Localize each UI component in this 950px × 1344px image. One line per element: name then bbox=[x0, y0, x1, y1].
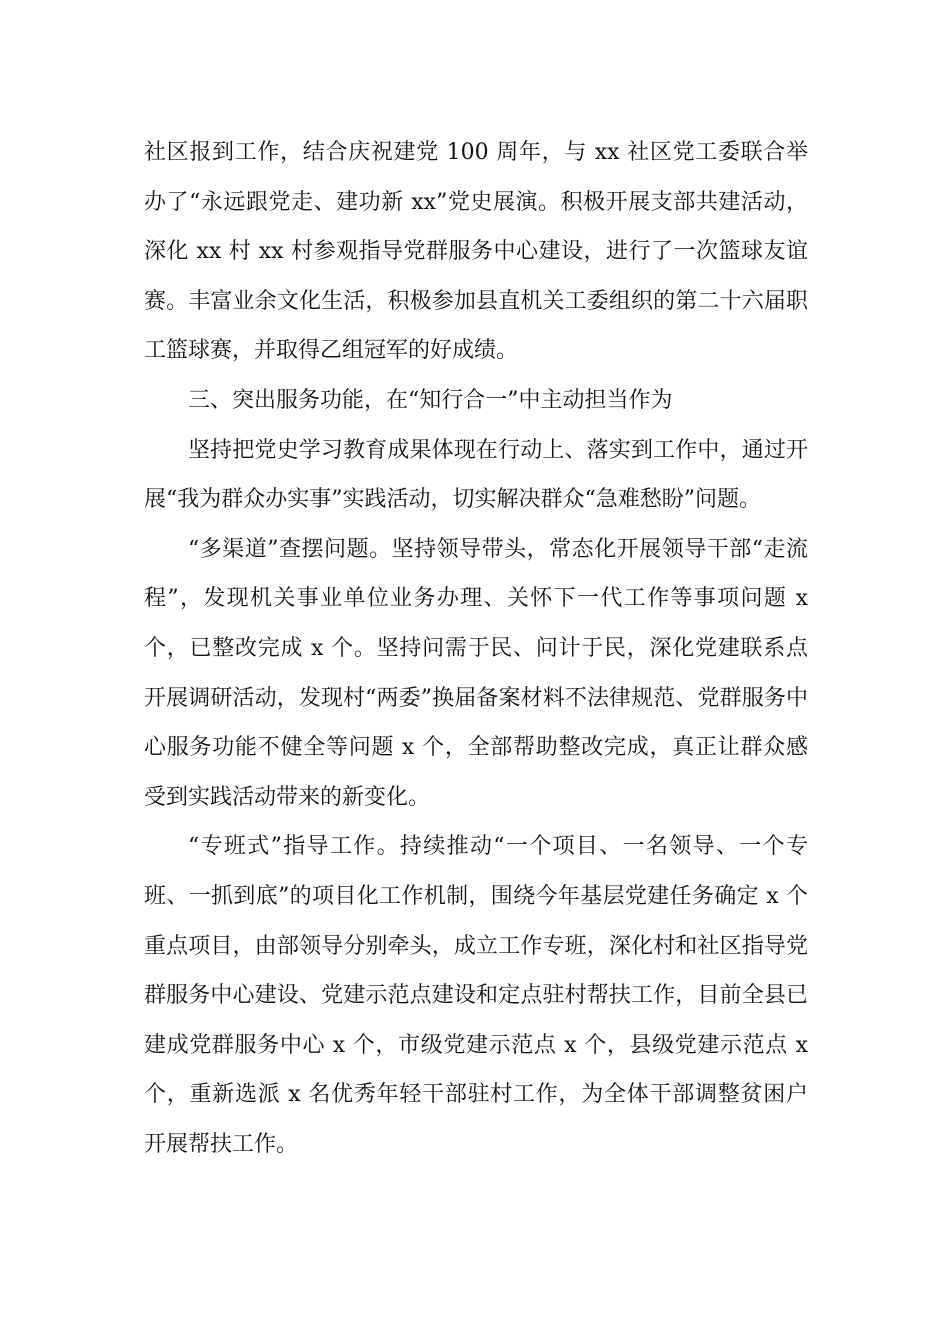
paragraph-intro: 坚持把党史学习教育成果体现在行动上、落实到工作中，通过开展“我为群众办实事”实践活动，切实解决群众“急难愁盼”问题。 bbox=[144, 437, 808, 513]
paragraph-community-activities: 社区报到工作，结合庆祝建党 100 周年，与 xx 社区党工委联合举办了“永远跟党走、建功新 xx”党史展演。积极开展支部共建活动，深化 xx 村 xx 村参观指导党群服务中心建设，进行了一次篮球友谊赛。丰富业余文化生活，积极参加县直机关工委组织的第二十六届职工篮球赛，并取得乙组冠军的好成绩。 bbox=[144, 140, 808, 364]
document-body bbox=[144, 128, 808, 1169]
section-heading: 三、突出服务功能，在“知行合一”中主动担当作为 bbox=[188, 387, 673, 413]
paragraph-special-team: “专班式”指导工作。持续推动“一个项目、一名领导、一个专班、一抓到底”的项目化工作机制，围绕今年基层党建任务确定 x 个重点项目，由部领导分别牵头，成立工作专班，深化村和社区指导党群服务中心建设、党建示范点建设和定点驻村帮扶工作，目前全县已建成党群服务中心 x 个，市级党建示范点 x 个，县级党建示范点 x 个，重新选派 x 名优秀年轻干部驻村工作，为全体干部调整贫困户开展帮扶工作。 bbox=[144, 834, 808, 1157]
paragraph-multi-channel: “多渠道”查摆问题。坚持领导带头，常态化开展领导干部“走流程”，发现机关事业单位业务办理、关怀下一代工作等事项问题 x 个，已整改完成 x 个。坚持问需于民、问计于民，深化党建联系点开展调研活动，发现村“两委”换届备案材料不法律规范、党群服务中心服务功能不健全等问题 x 个，全部帮助整改完成，真正让群众感受到实践活动带来的新变化。 bbox=[144, 536, 808, 810]
